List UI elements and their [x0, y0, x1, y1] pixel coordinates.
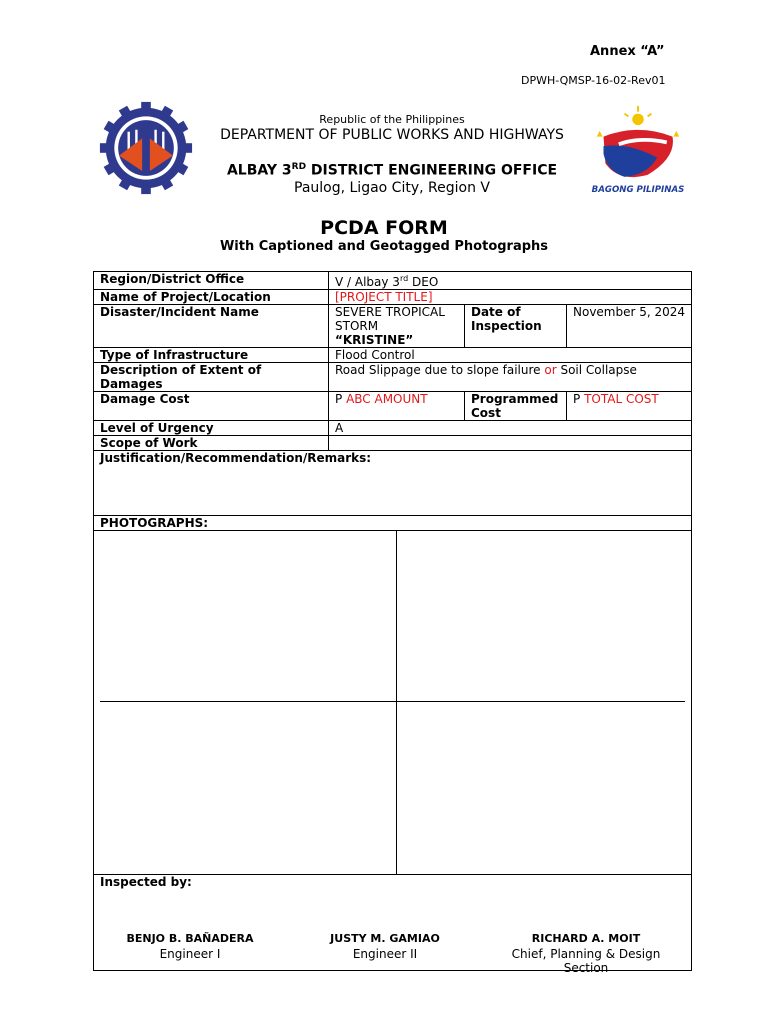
bagong-pilipinas-logo-icon — [590, 104, 686, 196]
signatory-role: Engineer I — [159, 947, 221, 961]
form-subtitle: With Captioned and Geotagged Photographs — [219, 239, 549, 254]
justification-label: Justification/Recommendation/Remarks: — [100, 451, 372, 465]
photo-slot-3[interactable] — [100, 702, 397, 874]
region-value[interactable]: V / Albay 3rd DEO — [329, 272, 692, 290]
department-name: DEPARTMENT OF PUBLIC WORKS AND HIGHWAYS — [220, 127, 564, 143]
district-office-name: ALBAY 3RD DISTRICT ENGINEERING OFFICE — [226, 162, 558, 179]
scope-value[interactable] — [329, 436, 692, 451]
infrastructure-label: Type of Infrastructure — [94, 348, 329, 363]
damage-cost-value[interactable]: P ABC AMOUNT — [329, 392, 465, 421]
row-region — [94, 272, 692, 290]
urgency-label: Level of Urgency — [94, 421, 329, 436]
row-disaster — [94, 305, 692, 348]
justification-field[interactable] — [94, 451, 692, 516]
row-photographs — [94, 531, 692, 875]
project-value[interactable]: [PROJECT TITLE] — [329, 290, 692, 305]
signatory-name: BENJO B. BAÑADERA — [126, 932, 254, 945]
signatory-name: JUSTY M. GAMIAO — [330, 932, 440, 945]
signatory-2 — [310, 932, 460, 961]
inspected-by-label: Inspected by: — [100, 875, 192, 889]
row-justification — [94, 451, 692, 516]
urgency-value[interactable]: A — [329, 421, 692, 436]
date-label: Date of Inspection — [465, 305, 567, 348]
form-title: PCDA FORM — [320, 217, 448, 239]
row-infrastructure — [94, 348, 692, 363]
photographs-area — [94, 531, 692, 875]
disaster-label: Disaster/Incident Name — [94, 305, 329, 348]
scope-label: Scope of Work — [94, 436, 329, 451]
photo-slot-4[interactable] — [397, 702, 685, 874]
photo-slot-2[interactable] — [397, 531, 685, 702]
project-label: Name of Project/Location — [94, 290, 329, 305]
programmed-cost-label: Programmed Cost — [465, 392, 567, 421]
signatory-1 — [110, 932, 270, 961]
row-description — [94, 363, 692, 392]
disaster-value[interactable]: SEVERE TROPICAL STORM “KRISTINE” — [329, 305, 465, 348]
row-project — [94, 290, 692, 305]
row-cost — [94, 392, 692, 421]
date-value[interactable]: November 5, 2024 — [567, 305, 692, 348]
signatory-name: RICHARD A. MOIT — [531, 932, 641, 945]
programmed-cost-value[interactable]: P TOTAL COST — [567, 392, 692, 421]
annex-label: Annex “A” — [590, 44, 665, 59]
description-label: Description of Extent of Damages — [94, 363, 329, 392]
bagong-pilipinas-logo-text: BAGONG PILIPINAS — [591, 185, 685, 196]
row-scope — [94, 436, 692, 451]
row-photographs-header — [94, 516, 692, 531]
photographs-label: PHOTOGRAPHS: — [94, 516, 692, 531]
pcda-form-table — [93, 271, 692, 971]
infrastructure-value[interactable]: Flood Control — [329, 348, 692, 363]
signatory-3 — [496, 932, 676, 975]
dpwh-gear-logo-icon — [98, 100, 194, 196]
republic-line: Republic of the Philippines — [319, 113, 465, 126]
photo-slot-1[interactable] — [100, 531, 397, 702]
damage-cost-label: Damage Cost — [94, 392, 329, 421]
signatory-role: Chief, Planning & Design Section — [511, 947, 661, 975]
signatory-role: Engineer II — [352, 947, 418, 961]
office-address: Paulog, Ligao City, Region V — [294, 180, 490, 196]
row-urgency — [94, 421, 692, 436]
description-value[interactable]: Road Slippage due to slope failure or Soil Collapse — [329, 363, 692, 392]
region-label: Region/District Office — [94, 272, 329, 290]
document-code: DPWH-QMSP-16-02-Rev01 — [521, 74, 666, 87]
